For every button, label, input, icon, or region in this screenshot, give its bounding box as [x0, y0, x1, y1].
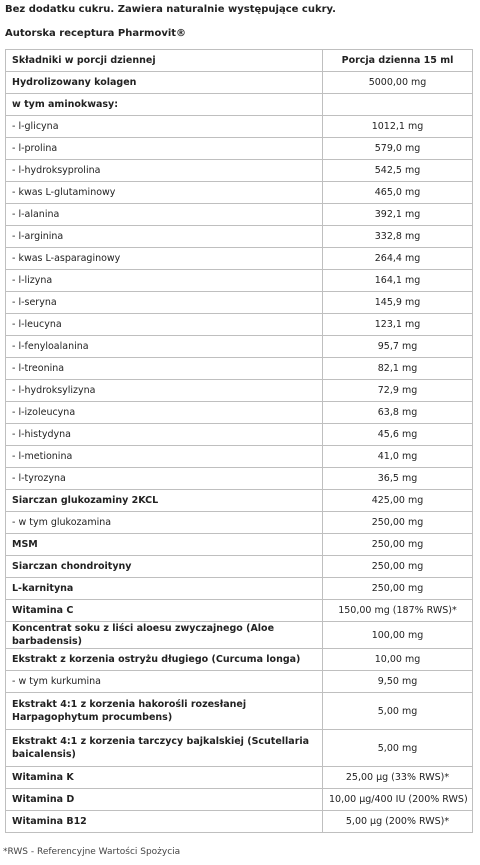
table-row	[6, 789, 473, 811]
table-row	[6, 671, 473, 693]
table-row	[6, 204, 473, 226]
ingredient-name: - kwas L-glutaminowy	[6, 182, 323, 204]
ingredient-amount: 5,00 mg	[323, 730, 473, 767]
header-daily-portion: Porcja dzienna 15 ml	[323, 50, 473, 72]
ingredient-amount: 392,1 mg	[323, 204, 473, 226]
nutrition-table	[5, 49, 473, 833]
table-row	[6, 600, 473, 622]
ingredient-name: Hydrolizowany kolagen	[6, 72, 323, 94]
ingredient-name: - l-histydyna	[6, 424, 323, 446]
ingredient-amount	[323, 94, 473, 116]
ingredient-amount: 250,00 mg	[323, 556, 473, 578]
ingredient-name: - l-metionina	[6, 446, 323, 468]
table-row	[6, 314, 473, 336]
table-row	[6, 512, 473, 534]
footnote: *RWS - Referencyjne Wartości Spożycia	[3, 847, 181, 857]
table-row	[6, 730, 473, 767]
ingredient-name: - l-hydroksylizyna	[6, 380, 323, 402]
nutrition-table-body	[6, 50, 473, 833]
ingredient-amount: 10,00 mg	[323, 649, 473, 671]
ingredient-name: - l-fenyloalanina	[6, 336, 323, 358]
header-ingredients: Składniki w porcji dziennej	[6, 50, 323, 72]
ingredient-amount: 250,00 mg	[323, 512, 473, 534]
ingredient-name: - l-izoleucyna	[6, 402, 323, 424]
intro-text: Bez dodatku cukru. Zawiera naturalnie występujące cukry.	[5, 4, 336, 15]
ingredient-name: Koncentrat soku z liści aloesu zwyczajnego (Aloe barbadensis)	[6, 622, 323, 649]
table-row	[6, 578, 473, 600]
table-row	[6, 490, 473, 512]
ingredient-name: Ekstrakt 4:1 z korzenia hakorośli rozesłanej Harpagophytum procumbens)	[6, 693, 323, 730]
table-row	[6, 380, 473, 402]
ingredient-name: Witamina K	[6, 767, 323, 789]
ingredient-amount: 465,0 mg	[323, 182, 473, 204]
table-row	[6, 556, 473, 578]
ingredient-amount: 264,4 mg	[323, 248, 473, 270]
ingredient-name: Siarczan glukozaminy 2KCL	[6, 490, 323, 512]
ingredient-amount: 164,1 mg	[323, 270, 473, 292]
table-row	[6, 270, 473, 292]
ingredient-name: - l-leucyna	[6, 314, 323, 336]
table-row	[6, 468, 473, 490]
table-row	[6, 767, 473, 789]
table-row	[6, 402, 473, 424]
ingredient-name: - l-arginina	[6, 226, 323, 248]
table-row	[6, 336, 473, 358]
ingredient-amount: 5,00 µg (200% RWS)*	[323, 811, 473, 833]
ingredient-name: MSM	[6, 534, 323, 556]
table-row	[6, 446, 473, 468]
ingredient-amount: 425,00 mg	[323, 490, 473, 512]
ingredient-amount: 332,8 mg	[323, 226, 473, 248]
table-row	[6, 94, 473, 116]
ingredient-name: - l-treonina	[6, 358, 323, 380]
ingredient-amount: 250,00 mg	[323, 534, 473, 556]
ingredient-amount: 45,6 mg	[323, 424, 473, 446]
ingredient-name: Ekstrakt z korzenia ostryżu długiego (Curcuma longa)	[6, 649, 323, 671]
ingredient-name: - kwas L-asparaginowy	[6, 248, 323, 270]
ingredient-amount: 250,00 mg	[323, 578, 473, 600]
ingredient-name: - w tym glukozamina	[6, 512, 323, 534]
ingredient-amount: 10,00 µg/400 IU (200% RWS)	[323, 789, 473, 811]
ingredient-amount: 41,0 mg	[323, 446, 473, 468]
ingredient-amount: 123,1 mg	[323, 314, 473, 336]
table-row	[6, 226, 473, 248]
table-row	[6, 138, 473, 160]
author-recipe-text: Autorska receptura Pharmovit®	[5, 28, 187, 39]
ingredient-amount: 36,5 mg	[323, 468, 473, 490]
table-row	[6, 72, 473, 94]
ingredient-amount: 5000,00 mg	[323, 72, 473, 94]
ingredient-name: Ekstrakt 4:1 z korzenia tarczycy bajkalskiej (Scutellaria baicalensis)	[6, 730, 323, 767]
ingredient-name: - l-lizyna	[6, 270, 323, 292]
table-row	[6, 811, 473, 833]
table-row	[6, 534, 473, 556]
ingredient-amount: 542,5 mg	[323, 160, 473, 182]
ingredient-name: - l-hydroksyprolina	[6, 160, 323, 182]
ingredient-name: Witamina C	[6, 600, 323, 622]
ingredient-amount: 72,9 mg	[323, 380, 473, 402]
ingredient-amount: 95,7 mg	[323, 336, 473, 358]
ingredient-name: w tym aminokwasy:	[6, 94, 323, 116]
ingredient-amount: 100,00 mg	[323, 622, 473, 649]
ingredient-name: Witamina B12	[6, 811, 323, 833]
table-row	[6, 116, 473, 138]
table-row	[6, 622, 473, 649]
table-header-row	[6, 50, 473, 72]
table-row	[6, 292, 473, 314]
table-row	[6, 160, 473, 182]
ingredient-amount: 63,8 mg	[323, 402, 473, 424]
ingredient-name: - l-seryna	[6, 292, 323, 314]
ingredient-name: - l-alanina	[6, 204, 323, 226]
table-row	[6, 248, 473, 270]
table-row	[6, 649, 473, 671]
ingredient-name: - w tym kurkumina	[6, 671, 323, 693]
ingredient-amount: 579,0 mg	[323, 138, 473, 160]
ingredient-amount: 5,00 mg	[323, 693, 473, 730]
ingredient-name: Siarczan chondroityny	[6, 556, 323, 578]
ingredient-amount: 25,00 µg (33% RWS)*	[323, 767, 473, 789]
table-row	[6, 182, 473, 204]
ingredient-name: - l-prolina	[6, 138, 323, 160]
ingredient-name: - l-tyrozyna	[6, 468, 323, 490]
ingredient-amount: 82,1 mg	[323, 358, 473, 380]
ingredient-amount: 145,9 mg	[323, 292, 473, 314]
table-row	[6, 693, 473, 730]
ingredient-name: L-karnityna	[6, 578, 323, 600]
ingredient-amount: 9,50 mg	[323, 671, 473, 693]
table-row	[6, 424, 473, 446]
ingredient-amount: 1012,1 mg	[323, 116, 473, 138]
ingredient-name: Witamina D	[6, 789, 323, 811]
table-row	[6, 358, 473, 380]
ingredient-amount: 150,00 mg (187% RWS)*	[323, 600, 473, 622]
ingredient-name: - l-glicyna	[6, 116, 323, 138]
